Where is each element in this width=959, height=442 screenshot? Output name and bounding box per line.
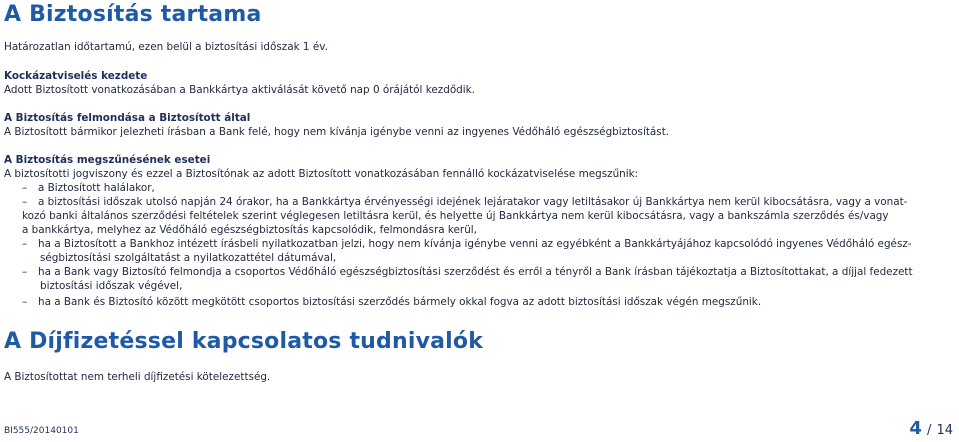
list-dash: – <box>22 296 28 308</box>
list-item-continuation: biztosítási időszak végével, <box>40 280 183 292</box>
list-dash: – <box>22 196 28 208</box>
intro-paragraph: Határozatlan időtartamú, ezen belül a biztosítási időszak 1 év. <box>4 41 328 53</box>
section-title-payment-info: A Díjfizetéssel kapcsolatos tudnivalók <box>4 329 484 354</box>
page-total: 14 <box>936 423 953 438</box>
list-item <box>22 237 956 252</box>
termination-cases-text: A biztosítotti jogviszony és ezzel a Biztosítónak az adott Biztosított vonatkozásában fennálló kockázatviselése megszűnik: <box>4 168 639 180</box>
list-item-continuation: a bankkártya, melyhez az Védőháló egészségbiztosítás kapcsolódik, felmondásra kerül, <box>22 224 477 236</box>
termination-by-insured-heading: A Biztosítás felmondása a Biztosított által <box>4 112 251 124</box>
list-item-continuation: ségbiztosítási szolgáltatást a nyilatkozattétel dátumával, <box>40 252 337 264</box>
list-item <box>22 195 956 210</box>
termination-cases-heading: A Biztosítás megszűnésének esetei <box>4 154 211 166</box>
list-dash: – <box>22 238 28 250</box>
list-item <box>22 295 956 310</box>
list-item <box>22 265 956 280</box>
page-separator: / <box>926 423 932 438</box>
list-item-text: a Biztosított halálakor, <box>38 182 155 194</box>
list-item-text: ha a Biztosított a Bankhoz intézett írásbeli nyilatkozatban jelzi, hogy nem kívánja igénybe venni az egyébként a Bankkártyájához kapcsolódó ingyenes Védőháló egész- <box>38 238 912 250</box>
list-item-continuation: kozó banki általános szerződési feltételek szerint véglegesen letiltásra kerül, és helyette új Bankkártya nem kerül kibocsátásra, vagy a bankszámla szerződés és/vagy <box>22 210 889 222</box>
list-dash: – <box>22 182 28 194</box>
page-indicator <box>909 418 953 439</box>
page-current: 4 <box>909 418 922 439</box>
list-item-text: a biztosítási időszak utolsó napján 24 órakor, ha a Bankkártya érvényességi idejének lejáratakor vagy letiltásakor új Bankkártya nem kerül kibocsátásra, vagy a vonat- <box>38 196 908 208</box>
termination-by-insured-text: A Biztosított bármikor jelezheti írásban a Bank felé, hogy nem kívánja igénybe venni az ingyenes Védőháló egészségbiztosítást. <box>4 126 670 138</box>
document-code: BI555/20140101 <box>4 426 79 436</box>
list-dash: – <box>22 266 28 278</box>
risk-start-text: Adott Biztosított vonatkozásában a Bankkártya aktiválását követő nap 0 órájától kezdődik. <box>4 84 475 96</box>
list-item-text: ha a Bank vagy Biztosító felmondja a csoportos Védőháló egészségbiztosítási szerződést és erről a tényről a Bank írásban tájékoztatja a Biztosítottakat, a díjjal fedezett <box>38 266 913 278</box>
section-title-insurance-duration: A Biztosítás tartama <box>4 2 262 27</box>
risk-start-heading: Kockázatviselés kezdete <box>4 70 148 82</box>
list-item-text: ha a Bank és Biztosító között megkötött csoportos biztosítási szerződés bármely okkal fogva az adott biztosítási időszak végén megszűnik. <box>38 296 762 308</box>
list-item <box>22 181 956 196</box>
payment-text: A Biztosítottat nem terheli díjfizetési kötelezettség. <box>4 371 271 383</box>
